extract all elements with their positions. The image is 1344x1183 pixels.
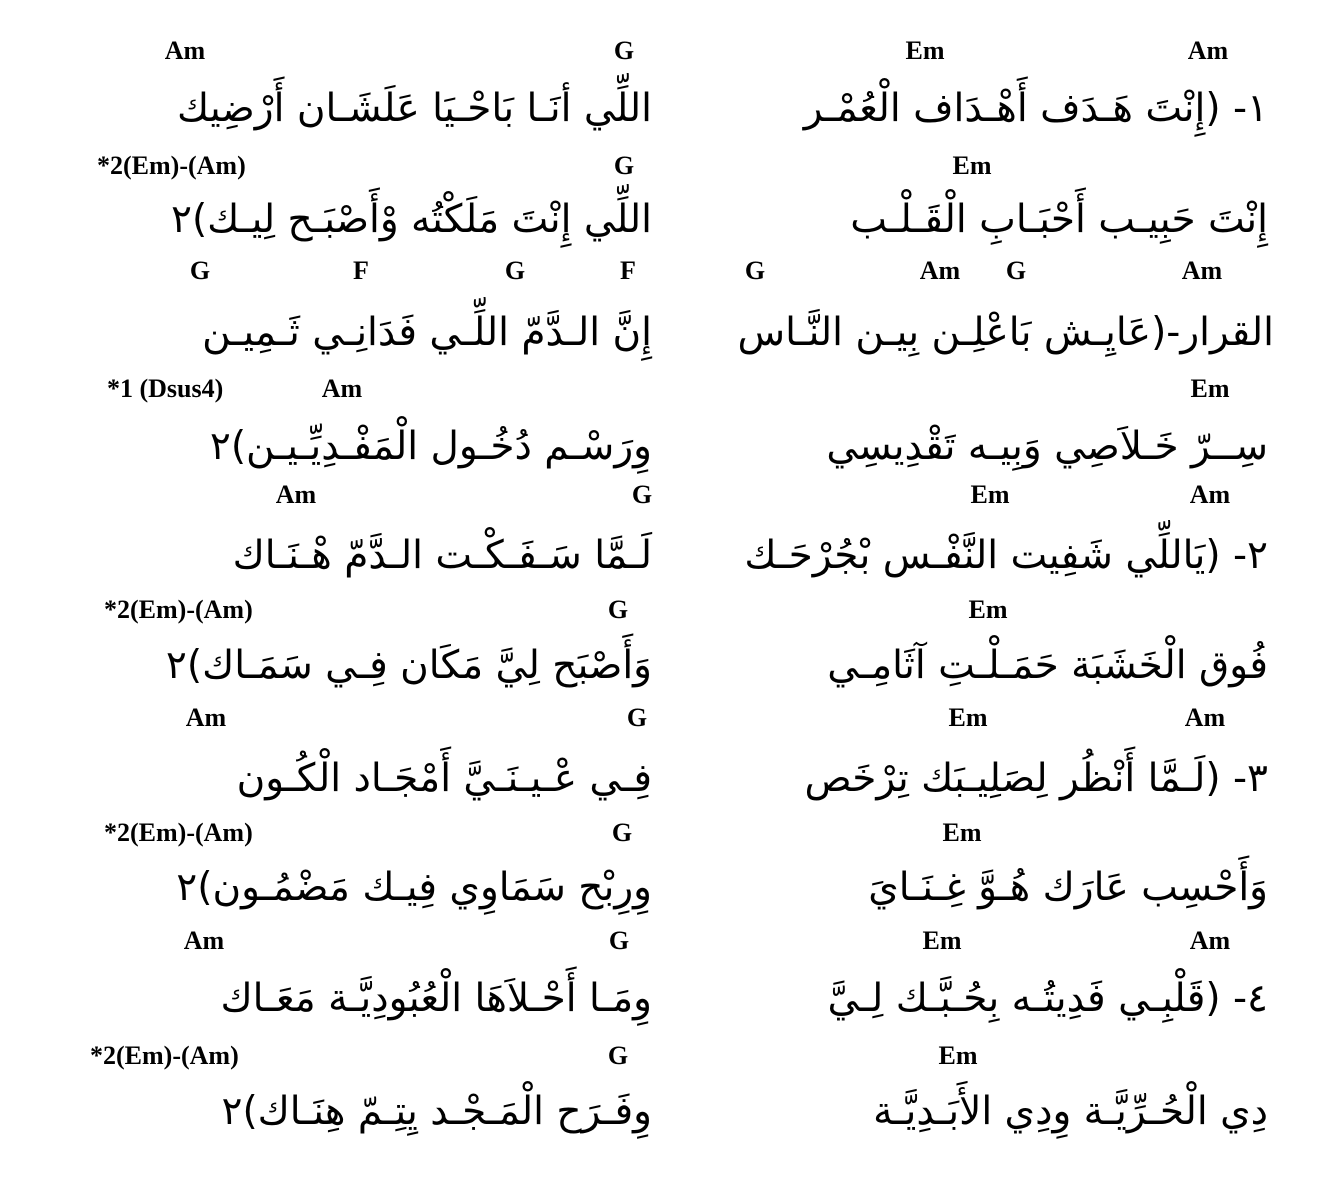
chord: F [620,256,636,285]
lyric-line: وِفَـرَح الْمَـجْـد يِتِـمّ هِنَـاك)٢ [221,1089,652,1134]
chord: G [608,926,630,955]
chord: Am [185,703,227,732]
chord: *2(Em)-(Am) [90,1041,239,1070]
chord: Em [938,1041,978,1070]
chord: Em [968,595,1008,624]
chord: G [607,595,629,624]
lyric-line: القرار-(عَايِـش بَاعْلِـن بِيـن النَّـاس [737,310,1274,355]
chord: Em [1190,374,1230,403]
lyric-line: إِنْتَ حَبِيـب أَحْبَـابِ الْقَـلْـب [850,197,1268,242]
chord: Em [952,151,992,180]
lyric-line: وَأَحْسِب عَارَك هُـوَّ غِـنَـايَ [868,865,1268,910]
chord: G [607,1041,629,1070]
chord: Am [183,926,225,955]
chord: Am [275,480,317,509]
lyric-line: فُوق الْخَشَبَة حَمَـلْـتِ آثَامِـي [827,643,1268,688]
lyric-line: وِرِبْح سَمَاوِي فِيـك مَضْمُـون)٢ [176,865,652,910]
chord: Am [1184,703,1226,732]
chord: *1 (Dsus4) [107,374,224,403]
chord: G [613,36,635,65]
chord: G [504,256,526,285]
lyric-line: فِـي عْـيـنَـيَّ أَمْجَـاد الْكُـون [236,756,652,801]
lyric-line: ٢- (يَاللِّي شَفِيت النَّفْـس بْجُرْحَـك [744,533,1268,578]
lyric-line: لَـمَّا سَـفَـكْـت الـدَّمّ هْـنَـاك [232,533,652,578]
chord: Em [948,703,988,732]
lyric-line: سِــرّ خَـلاَصِي وَبِيـه تَقْدِيسِي [826,424,1268,469]
lyric-line: ٤- (قَلْبِـي فَدِيتُـه بِحُـبَّـك لِـيَّ [827,976,1268,1021]
lyric-line: اللِّي أنَـا بَاحْـيَا عَلَشَـان أَرْضِيك [177,86,652,131]
chord: *2(Em)-(Am) [104,595,253,624]
chord: Am [919,256,961,285]
lyric-line: وِرَسْـم دُخُـول الْمَفْـدِيِّـيـن)٢ [209,424,652,469]
chord: G [744,256,766,285]
chord: *2(Em)-(Am) [104,818,253,847]
chord: Am [164,36,206,65]
chord: Em [905,36,945,65]
chord: Am [1187,36,1229,65]
lyric-line: وَأَصْبَح لِيَّ مَكَان فِـي سَمَـاك)٢ [165,643,652,688]
chord: G [189,256,211,285]
chord: Em [970,480,1010,509]
lyric-line: ١- (إِنْتَ هَـدَف أَهْـدَاف الْعُمْـر [803,86,1268,131]
lyric-line: إِنَّ الـدَّمّ اللِّـي فَدَانِـي ثَـمِيـن [202,310,652,355]
chord: G [611,818,633,847]
chord: G [626,703,648,732]
lyric-line: اللِّي إِنْتَ مَلَكْتُه وْأَصْبَـح لِيـك)٢ [171,197,652,242]
chord: *2(Em)-(Am) [97,151,246,180]
lyric-line: وِمَـا أَحْـلاَهَا الْعُبُودِيَّـة مَعَـاك [220,976,652,1021]
chord: Am [1181,256,1223,285]
chord: Em [922,926,962,955]
chord: F [353,256,369,285]
lyric-line: دِي الْحُـرِّيَّـة وِدِي الأَبَـدِيَّـة [873,1089,1268,1134]
chord: Am [1189,480,1231,509]
lyric-line: ٣- (لَـمَّا أَنْظُر لِصَلِيـبَك تِرْخَص [804,756,1268,801]
chord: Am [321,374,363,403]
chord: Em [942,818,982,847]
chord: G [631,480,653,509]
chord: G [1005,256,1027,285]
chord: Am [1189,926,1231,955]
chord: G [613,151,635,180]
